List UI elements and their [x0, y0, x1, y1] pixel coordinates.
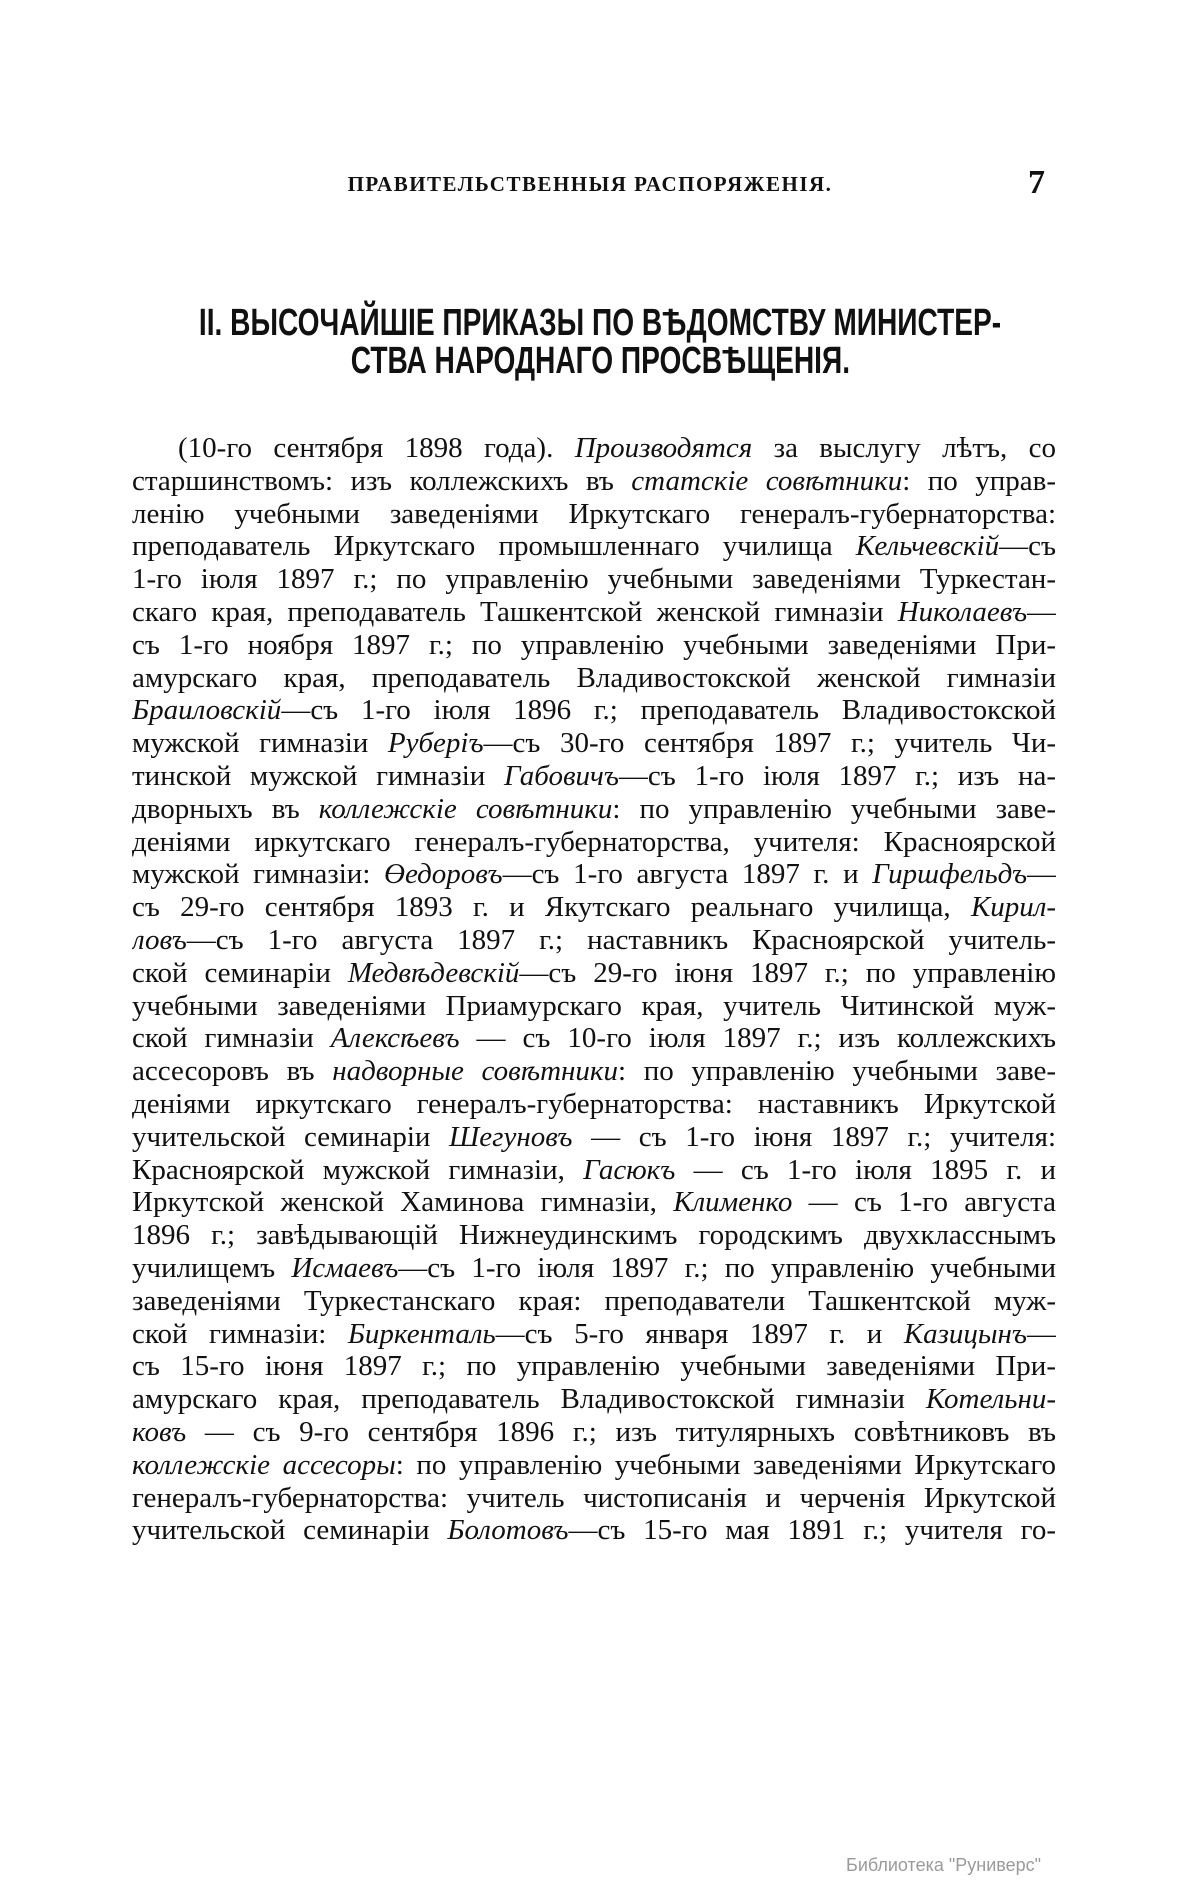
italic-text: статскіе совѣтники [631, 464, 903, 497]
italic-text: Исмаевъ [291, 1251, 399, 1284]
italic-text: Руберіъ [387, 727, 484, 760]
text-run: — съ 1-го іюня 1897 г.; учителя: [572, 1120, 1056, 1153]
italic-text: Николаевъ [897, 595, 1027, 628]
text-run: —съ 15-го мая 1891 г.; учителя го- [568, 1514, 1056, 1547]
text-line [132, 1252, 1056, 1285]
text-run: 1896 г.; завѣдывающій Нижнеудинскимъ городскимъ двухкласснымъ [132, 1219, 1056, 1252]
text-run: —съ [999, 530, 1056, 563]
italic-text: Гасюкъ [583, 1153, 676, 1186]
italic-text: Кирил- [970, 891, 1056, 924]
italic-text: Габовичъ [503, 759, 619, 792]
text-line [132, 990, 1056, 1023]
text-run: : по управленію учебными заве- [618, 1055, 1056, 1088]
text-run: — съ 10-го іюля 1897 г.; изъ коллежскихъ [459, 1022, 1056, 1055]
text-run: мужской гимназіи [132, 727, 388, 760]
text-run: за выслугу лѣтъ, со [752, 432, 1056, 464]
italic-text: Казицынъ [903, 1317, 1027, 1350]
text-run: — съ 1-го августа [792, 1186, 1056, 1219]
italic-text: Болотовъ [447, 1514, 569, 1547]
text-run: учительской семинаріи [132, 1514, 448, 1547]
text-run: —съ 1-го іюля 1897 г.; изъ на- [618, 759, 1056, 792]
text-line [132, 793, 1056, 826]
text-line [132, 1416, 1056, 1449]
text-run: : по управ- [902, 464, 1056, 497]
text-run: ассесоровъ въ [132, 1055, 333, 1088]
italic-text: Алексѣевъ [330, 1022, 460, 1055]
text-run: мужской гимназіи: [132, 858, 385, 891]
text-run: 1-го іюля 1897 г.; по управленію учебными заведеніями Туркестан- [132, 563, 1056, 596]
text-line [132, 826, 1056, 859]
italic-text: надворные совѣтники [332, 1055, 619, 1088]
italic-text: Биркенталь [347, 1317, 496, 1350]
text-run: : по управленію учебными заве- [612, 792, 1056, 825]
text-run: амурскаго края, преподаватель Владивостокской женской гимназіи [132, 661, 1056, 694]
text-run: генералъ-губернаторства: учитель чистописанія и черченія Иркутской [132, 1481, 1056, 1514]
text-run: —съ 1-го іюля 1896 г.; преподаватель Владивостокской [281, 694, 1056, 727]
section-title-text: II. ВЫСОЧАЙШІЕ ПРИКАЗЫ ПО ВѢДОМСТВУ МИНИСТЕР- [198, 302, 1002, 344]
text-run: тинской мужской гимназіи [132, 759, 504, 792]
text-run: — съ 9-го сентября 1896 г.; изъ титулярныхъ совѣтниковъ въ [186, 1415, 1056, 1448]
text-line [132, 530, 1056, 563]
italic-text: ловъ [132, 923, 187, 956]
text-run: Красноярской мужской гимназіи, [132, 1153, 584, 1186]
italic-text: ковъ [132, 1415, 187, 1448]
italic-text: Браиловскій [132, 694, 282, 727]
page-number: 7 [1028, 164, 1045, 201]
text-line [132, 498, 1056, 531]
text-line [132, 891, 1056, 924]
text-run: —съ 5-го января 1897 г. и [495, 1317, 904, 1350]
text-line [132, 1088, 1056, 1121]
text-line [132, 1154, 1056, 1187]
text-line [132, 563, 1056, 596]
text-line [132, 1514, 1056, 1547]
italic-text: коллежскіе совѣтники [318, 792, 613, 825]
text-run: —съ 1-го іюля 1897 г.; по управленію учебными [398, 1251, 1056, 1284]
running-head: ПРАВИТЕЛЬСТВЕННЫЯ РАСПОРЯЖЕНІЯ. [347, 172, 833, 196]
text-run: —съ 1-го августа 1897 г. и [502, 858, 873, 891]
italic-text: Производятся [574, 432, 753, 464]
text-line [132, 1383, 1056, 1416]
italic-text: Медвѣдевскій [347, 956, 520, 989]
text-run: — [1027, 595, 1056, 628]
text-run: преподаватель Иркутскаго промышленнаго училища [132, 530, 856, 563]
text-line [132, 629, 1056, 662]
italic-text: коллежскіе ассесоры [132, 1448, 396, 1481]
text-run: ской гимназіи [132, 1022, 331, 1055]
text-run: — [1026, 1317, 1056, 1350]
text-run: амурскаго края, преподаватель Владивостокской гимназіи [132, 1383, 926, 1416]
text-line [132, 1285, 1056, 1318]
text-line [132, 662, 1056, 695]
body-paragraph [132, 432, 1056, 1547]
text-line [132, 596, 1056, 629]
text-run: учебными заведеніями Приамурскаго края, учитель Читинской муж- [132, 989, 1056, 1022]
text-run: ленію учебными заведеніями Иркутскаго генералъ-губернаторства: [132, 497, 1056, 530]
text-line [132, 465, 1056, 498]
text-run: : по управленію учебными заведеніями Иркутскаго [395, 1448, 1056, 1481]
text-line [132, 1482, 1056, 1515]
text-run: деніями иркутскаго генералъ-губернаторства: наставникъ Иркутской [132, 1087, 1056, 1120]
text-run: ской семинаріи [132, 956, 348, 989]
text-run: съ 15-го іюня 1897 г.; по управленію учебными заведеніями При- [132, 1350, 1056, 1383]
italic-text: Котельни- [925, 1383, 1056, 1416]
italic-text: Клименко [673, 1186, 793, 1219]
text-run: Иркутской женской Хаминова гимназіи, [132, 1186, 674, 1219]
section-title-line [0, 340, 1200, 383]
italic-text: Шегуновъ [449, 1120, 573, 1153]
section-title-line [0, 302, 1200, 345]
text-run: —съ 30-го сентября 1897 г.; учитель Чи- [483, 727, 1056, 760]
text-run: скаго края, преподаватель Ташкентской женской гимназіи [132, 595, 898, 628]
italic-text: Кельчевскій [855, 530, 1000, 563]
text-run: училищемъ [132, 1251, 292, 1284]
text-line [132, 924, 1056, 957]
text-run: заведеніями Туркестанскаго края: преподаватели Ташкентской муж- [132, 1284, 1056, 1317]
text-run: старшинствомъ: изъ коллежскихъ въ [132, 464, 632, 497]
text-line [132, 1350, 1056, 1383]
text-run: —съ 29-го іюня 1897 г.; по управленію [519, 956, 1056, 989]
text-line [132, 1022, 1056, 1055]
text-line [132, 1186, 1056, 1219]
text-line [132, 1449, 1056, 1482]
text-run: — съ 1-го іюля 1895 г. и [675, 1153, 1056, 1186]
text-run: съ 1-го ноября 1897 г.; по управленію учебными заведеніями При- [132, 628, 1056, 661]
text-line [132, 432, 1056, 465]
text-run: —съ 1-го августа 1897 г.; наставникъ Красноярской учитель- [186, 923, 1056, 956]
text-line [132, 1055, 1056, 1088]
text-run: деніями иркутскаго генералъ-губернаторства, учителя: Красноярской [132, 825, 1056, 858]
section-title-text: СТВА НАРОДНАГО ПРОСВѢЩЕНІЯ. [350, 340, 850, 382]
text-run: учительской семинаріи [132, 1120, 450, 1153]
text-run: дворныхъ въ [132, 792, 319, 825]
text-run: — [1027, 858, 1056, 891]
text-run: ской гимназіи: [132, 1317, 348, 1350]
italic-text: Гиршфельдъ [872, 858, 1027, 891]
text-line [132, 1219, 1056, 1252]
text-line [132, 858, 1056, 891]
text-line [132, 760, 1056, 793]
text-run: (10-го сентября 1898 года). [178, 432, 575, 464]
text-run: съ 29-го сентября 1893 г. и Якутскаго реальнаго училища, [132, 891, 971, 924]
text-line [132, 1121, 1056, 1154]
text-line [132, 727, 1056, 760]
text-line [132, 1318, 1056, 1351]
text-line [132, 694, 1056, 727]
italic-text: Өедоровъ [384, 858, 503, 891]
text-line [132, 957, 1056, 990]
library-watermark: Библиотека "Руниверс" [846, 1855, 1042, 1875]
